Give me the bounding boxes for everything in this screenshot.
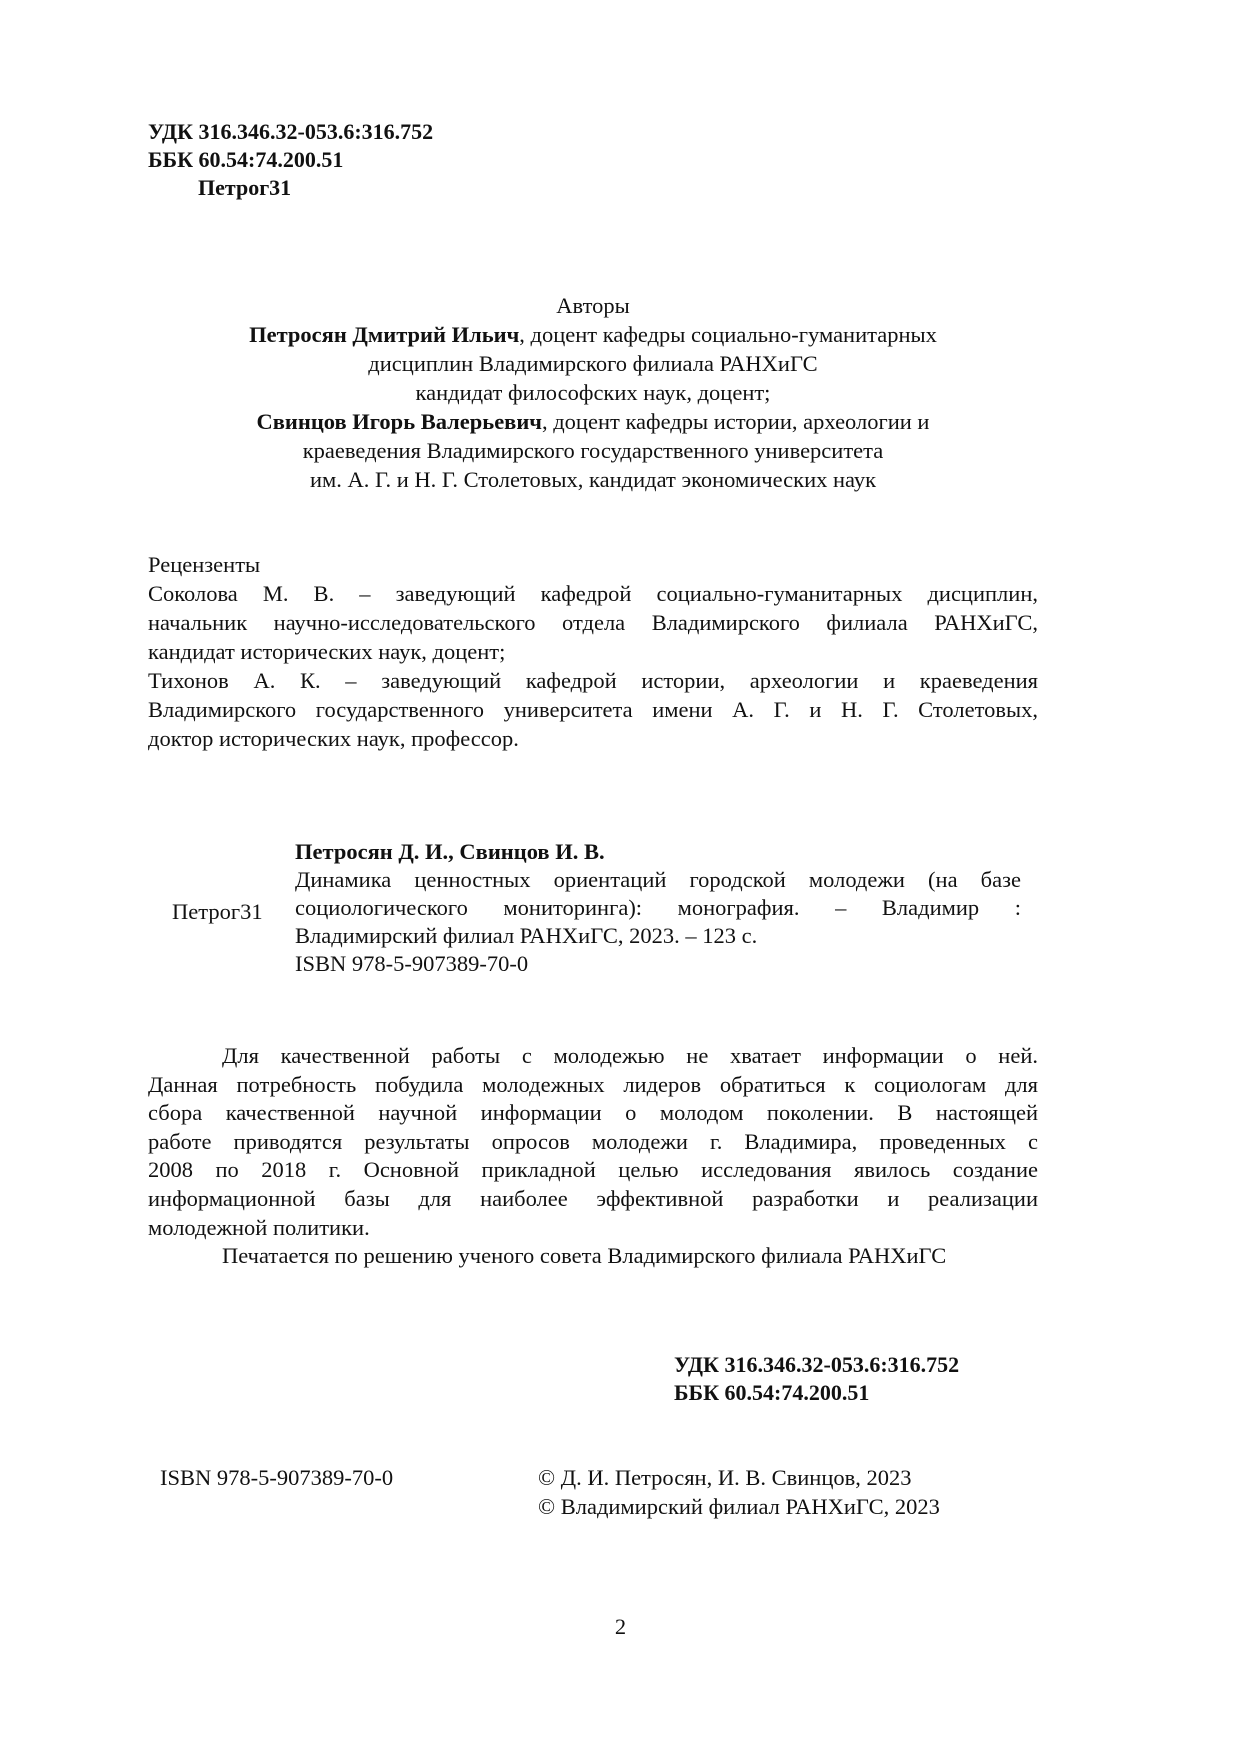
isbn: ISBN 978-5-907389-70-0	[160, 1465, 394, 1490]
annotation-line: информационной базы для наиболее эффективной разработки и реализации	[148, 1185, 1038, 1211]
reviewers-heading: Рецензенты	[148, 552, 261, 577]
reviewer-line: Владимирского государственного университета имени А. Г. и Н. Г. Столетовых,	[148, 697, 1038, 722]
copyright-publisher: © Владимирский филиал РАНХиГС, 2023	[538, 1494, 940, 1519]
annotation-line: Для качественной работы с молодежью не хватает информации о ней.	[222, 1043, 1038, 1068]
reviewer-line: кандидат исторических наук, доцент;	[148, 639, 506, 664]
author-2-line-3: им. А. Г. и Н. Г. Столетовых, кандидат экономических наук	[309, 467, 877, 492]
udk-code-bottom: УДК 316.346.32-053.6:316.752	[674, 1352, 960, 1377]
reviewer-line: начальник научно-исследовательского отдела Владимирского филиала РАНХиГС,	[148, 610, 1038, 635]
author-mark: Петрог31	[198, 175, 292, 200]
authors-heading: Авторы	[556, 293, 630, 318]
catalog-card-code: Петрог31	[172, 899, 263, 924]
author-1-name: Петросян Дмитрий Ильич	[249, 322, 520, 347]
udk-code: УДК 316.346.32-053.6:316.752	[148, 119, 434, 144]
catalog-card-line: социологического мониторинга): монография. – Владимир :	[295, 895, 1021, 920]
reviewer-line: Соколова М. В. – заведующий кафедрой социально-гуманитарных дисциплин,	[148, 581, 1038, 606]
catalog-card	[295, 838, 1021, 978]
catalog-card-isbn: ISBN 978-5-907389-70-0	[295, 951, 529, 976]
author-1-line-2: дисциплин Владимирского филиала РАНХиГС	[368, 351, 818, 376]
annotation	[148, 1042, 1038, 1271]
author-1-line-3: кандидат философских наук, доцент;	[415, 380, 771, 405]
catalog-card-authors: Петросян Д. И., Свинцов И. В.	[295, 839, 605, 864]
page-number: 2	[614, 1614, 627, 1639]
catalog-card-line: Владимирский филиал РАНХиГС, 2023. – 123 с.	[295, 923, 758, 948]
author-2-name: Свинцов Игорь Валерьевич	[256, 409, 542, 434]
classification-codes-bottom	[674, 1351, 959, 1407]
author-2-line-1	[148, 407, 1038, 436]
author-1-position: , доцент кафедры социально-гуманитарных	[519, 322, 937, 347]
reviewer-line: Тихонов А. К. – заведующий кафедрой истории, археологии и краеведения	[148, 668, 1038, 693]
annotation-line: молодежной политики.	[148, 1214, 370, 1240]
author-2-position: , доцент кафедры истории, археологии и	[541, 409, 930, 434]
bbk-code: ББК 60.54:74.200.51	[148, 147, 344, 172]
author-1-line-1	[148, 320, 1038, 349]
copyright-block	[538, 1463, 940, 1521]
annotation-line: Данная потребность побудила молодежных лидеров обратиться к социологам для	[148, 1071, 1038, 1097]
reviewers-block	[148, 550, 1038, 753]
copyright-authors: © Д. И. Петросян, И. В. Свинцов, 2023	[538, 1465, 912, 1490]
catalog-card-line: Динамика ценностных ориентаций городской молодежи (на базе	[295, 867, 1021, 892]
classification-codes-top	[148, 118, 433, 202]
authors-block	[148, 291, 1038, 494]
annotation-line: работе приводятся результаты опросов молодежи г. Владимира, проведенных с	[148, 1128, 1038, 1154]
bbk-code-bottom: ББК 60.54:74.200.51	[674, 1380, 870, 1405]
author-2-line-2: краеведения Владимирского государственного университета	[302, 438, 884, 463]
annotation-line: сбора качественной научной информации о молодом поколении. В настоящей	[148, 1100, 1038, 1126]
reviewer-line: доктор исторических наук, профессор.	[148, 726, 519, 751]
approval-note: Печатается по решению ученого совета Владимирского филиала РАНХиГС	[222, 1243, 947, 1269]
annotation-line: 2008 по 2018 г. Основной прикладной целью исследования явилось создание	[148, 1157, 1038, 1183]
